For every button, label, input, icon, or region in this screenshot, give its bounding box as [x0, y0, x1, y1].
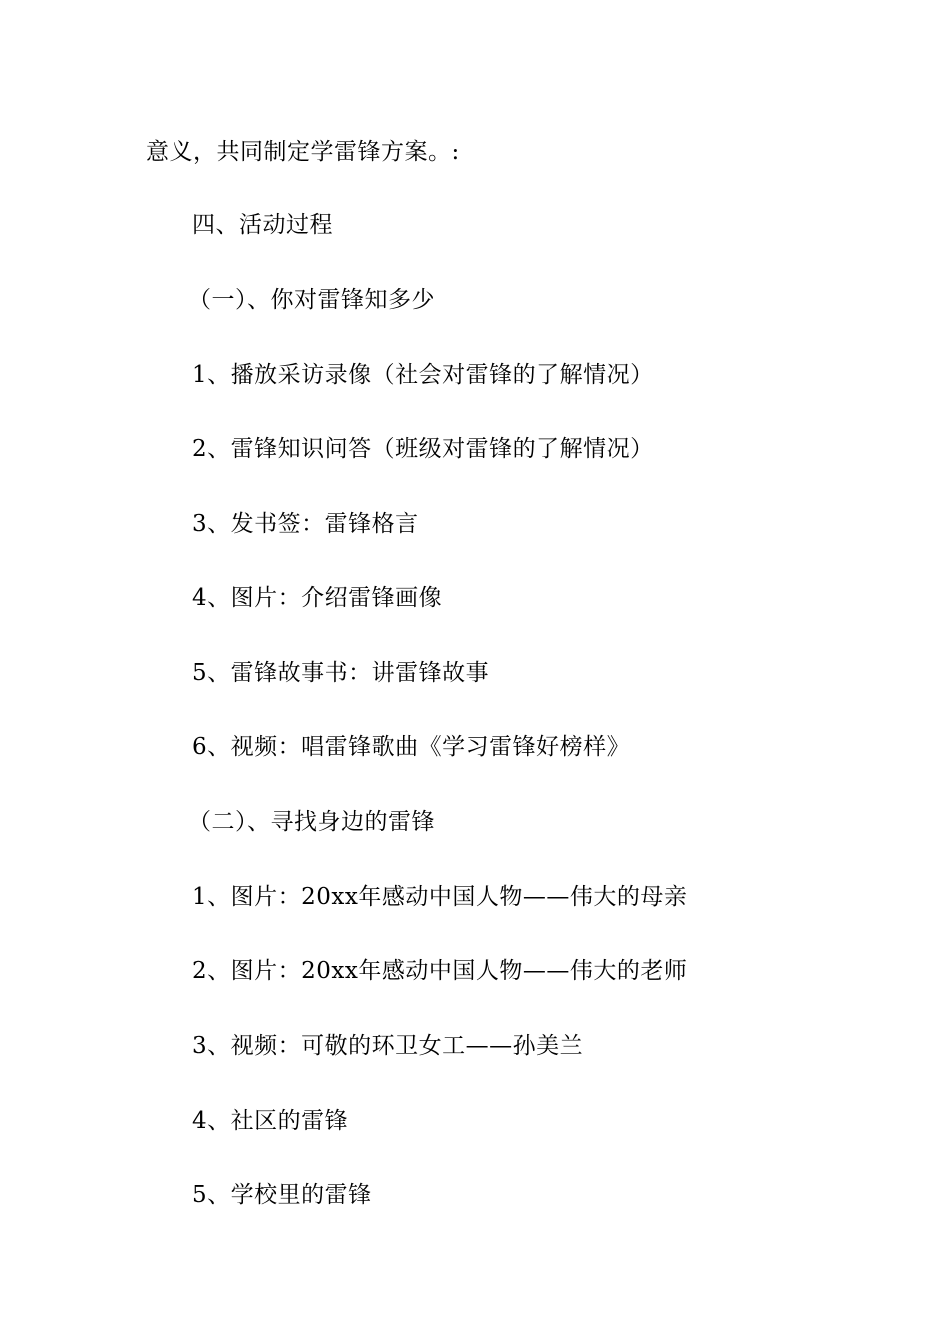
list-item: 4、社区的雷锋 [192, 1108, 349, 1134]
subsection-heading: （一）、你对雷锋知多少 [188, 287, 435, 313]
list-item: 5、学校里的雷锋 [192, 1182, 372, 1208]
section-heading: 四、活动过程 [192, 212, 333, 238]
list-item: 5、雷锋故事书：讲雷锋故事 [192, 660, 490, 686]
subsection-heading: （二）、寻找身边的雷锋 [188, 809, 435, 835]
list-item: 6、视频：唱雷锋歌曲《学习雷锋好榜样》 [192, 734, 631, 760]
list-item: 4、图片：介绍雷锋画像 [192, 585, 443, 611]
paragraph-continuation: 意义，共同制定学雷锋方案。: [146, 139, 460, 165]
list-item: 1、播放采访录像（社会对雷锋的了解情况） [192, 362, 654, 388]
list-item: 3、视频：可敬的环卫女工——孙美兰 [192, 1033, 584, 1059]
list-item: 3、发书签：雷锋格言 [192, 511, 419, 537]
list-item: 1、图片：20xx年感动中国人物——伟大的母亲 [192, 884, 688, 910]
list-item: 2、雷锋知识问答（班级对雷锋的了解情况） [192, 436, 654, 462]
list-item: 2、图片：20xx年感动中国人物——伟大的老师 [192, 958, 688, 984]
